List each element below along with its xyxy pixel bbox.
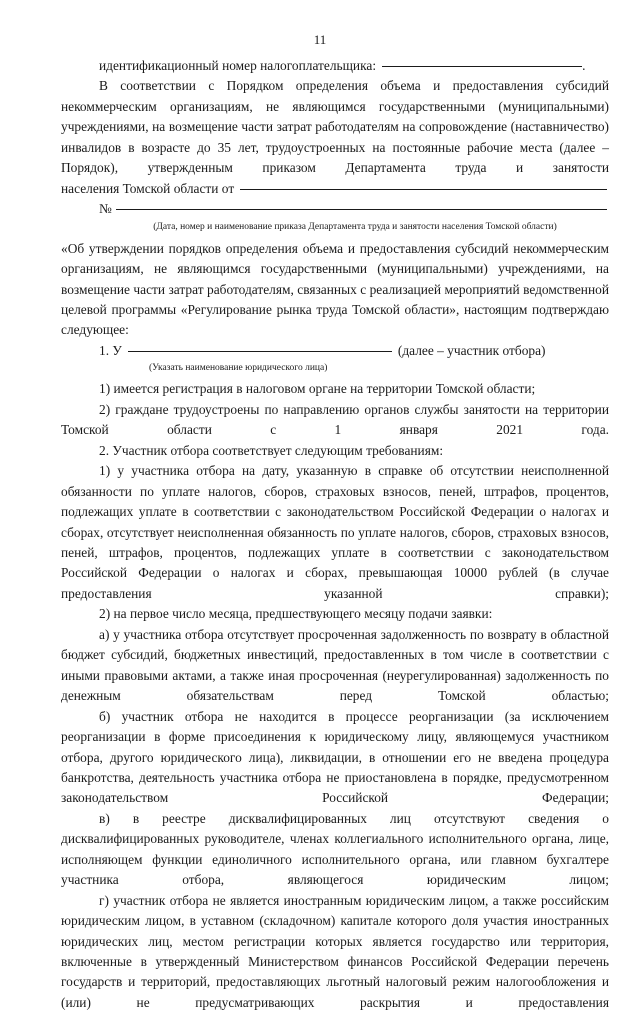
item-2-1: 1) у участника отбора на дату, указанную в справке об отсутствии неисполненной обязанности по уплате налогов, сборов, страховых взносов, пеней, штрафов, процентов, подлежащих уплате в соответствии с законодательством Российской Федерации о налогах и сборах, отсутствует неисполненная обязанность по уплате налогов, сборов, страховых взносов, пеней, штрафов, процентов, подлежащих уплате в соответствии с законодательством Российской Федерации о налогах и сборах, превышающая 10000 рублей (в случае предоставления указанной справки); bbox=[61, 463, 609, 601]
order-number-line bbox=[61, 199, 609, 219]
order-caption: (Дата, номер и наименование приказа Департамента труда и занятости населения Томской области) bbox=[153, 221, 557, 232]
item-2-2: 2) на первое число месяца, предшествующего месяцу подачи заявки: bbox=[99, 606, 493, 622]
inn-blank[interactable] bbox=[382, 66, 582, 67]
paragraph-procedure: В соответствии с Порядком определения объема и предоставления субсидий некоммерческим организациям, не являющимся государственными (муниципальными) учреждениями, на возмещение части затрат работодателям на сопровождение (наставничество) инвалидов в возрасте до 35 лет, трудоустроенных на постоянные рабочие места (далее – Порядок), утвержденным приказом Департамента труда и занятости bbox=[61, 78, 609, 176]
item-1-1: 1) имеется регистрация в налоговом органе на территории Томской области; bbox=[99, 381, 536, 397]
item-1-label: 1. У bbox=[99, 342, 122, 358]
item-2-2-v: в) в реестре дисквалифицированных лиц отсутствуют сведения о дисквалифицированных руководителе, членах коллегиального исполнительного органа, лице, исполняющем функции единоличного исполнительного органа, или главном бухгалтере участника отбора, являющегося юридическим лицом; bbox=[61, 810, 609, 888]
inn-period: . bbox=[582, 58, 586, 73]
order-date-blank[interactable] bbox=[240, 189, 607, 190]
item-2-2-g: г) участник отбора не является иностранным юридическим лицом, а также российским юридическим лицом, в уставном (складочном) капитале которого доля участия иностранных юридических лиц, местом регистрации которых является государство или территория, включенные в утвержденный Министерством финансов Российской Федерации перечень государств и территорий, предоставляющих льготный налоговый режим налогообложения и (или) не предусматривающих раскрытия и предоставления bbox=[61, 892, 609, 1010]
item-2: 2. Участник отбора соответствует следующим требованиям: bbox=[99, 442, 444, 458]
inn-label: идентификационный номер налогоплательщика: bbox=[99, 58, 377, 73]
order-number-label: № bbox=[99, 201, 112, 217]
document-body bbox=[61, 56, 609, 1013]
entity-caption: (Указать наименование юридического лица) bbox=[149, 363, 328, 374]
paragraph-order-title: «Об утверждении порядков определения объема и предоставления субсидий некоммерческим организациям, не являющимся государственными (муниципальными) учреждениями, на возмещение части затрат работодателям, связанных с реализацией мероприятий ведомственной целевой программы «Регулирование рынка труда Томской области», настоящим подтверждаю следующее: bbox=[61, 240, 609, 338]
entity-line bbox=[61, 341, 609, 361]
page-number: 11 bbox=[313, 32, 327, 47]
order-date-line bbox=[61, 179, 609, 199]
entity-name-blank[interactable] bbox=[128, 351, 392, 352]
item-2-2-a: а) у участника отбора отсутствует просроченная задолженность по возврату в областной бюджет субсидий, бюджетных инвестиций, предоставленных в том числе в соответствии с иными правовыми актами, а также иная просроченная (неурегулированная) задолженность по денежным обязательствам перед Томской областью; bbox=[61, 626, 609, 704]
order-date-label: населения Томской области от bbox=[61, 180, 235, 196]
item-1-2: 2) граждане трудоустроены по направлению органов службы занятости на территории Томской области с 1 января 2021 года. bbox=[61, 401, 609, 438]
inn-line bbox=[61, 56, 609, 76]
item-1-suffix: (далее – участник отбора) bbox=[397, 342, 546, 358]
order-number-blank[interactable] bbox=[116, 209, 607, 210]
item-2-2-b: б) участник отбора не находится в процессе реорганизации (за исключением реорганизации в форме присоединения к юридическому лицу, являющемуся участником отбора, другого юридического лица), ликвидации, в отношении его не введена процедура банкротства, деятельность участника отбора не приостановлена в порядке, предусмотренном законодательством Российской Федерации; bbox=[61, 708, 609, 806]
